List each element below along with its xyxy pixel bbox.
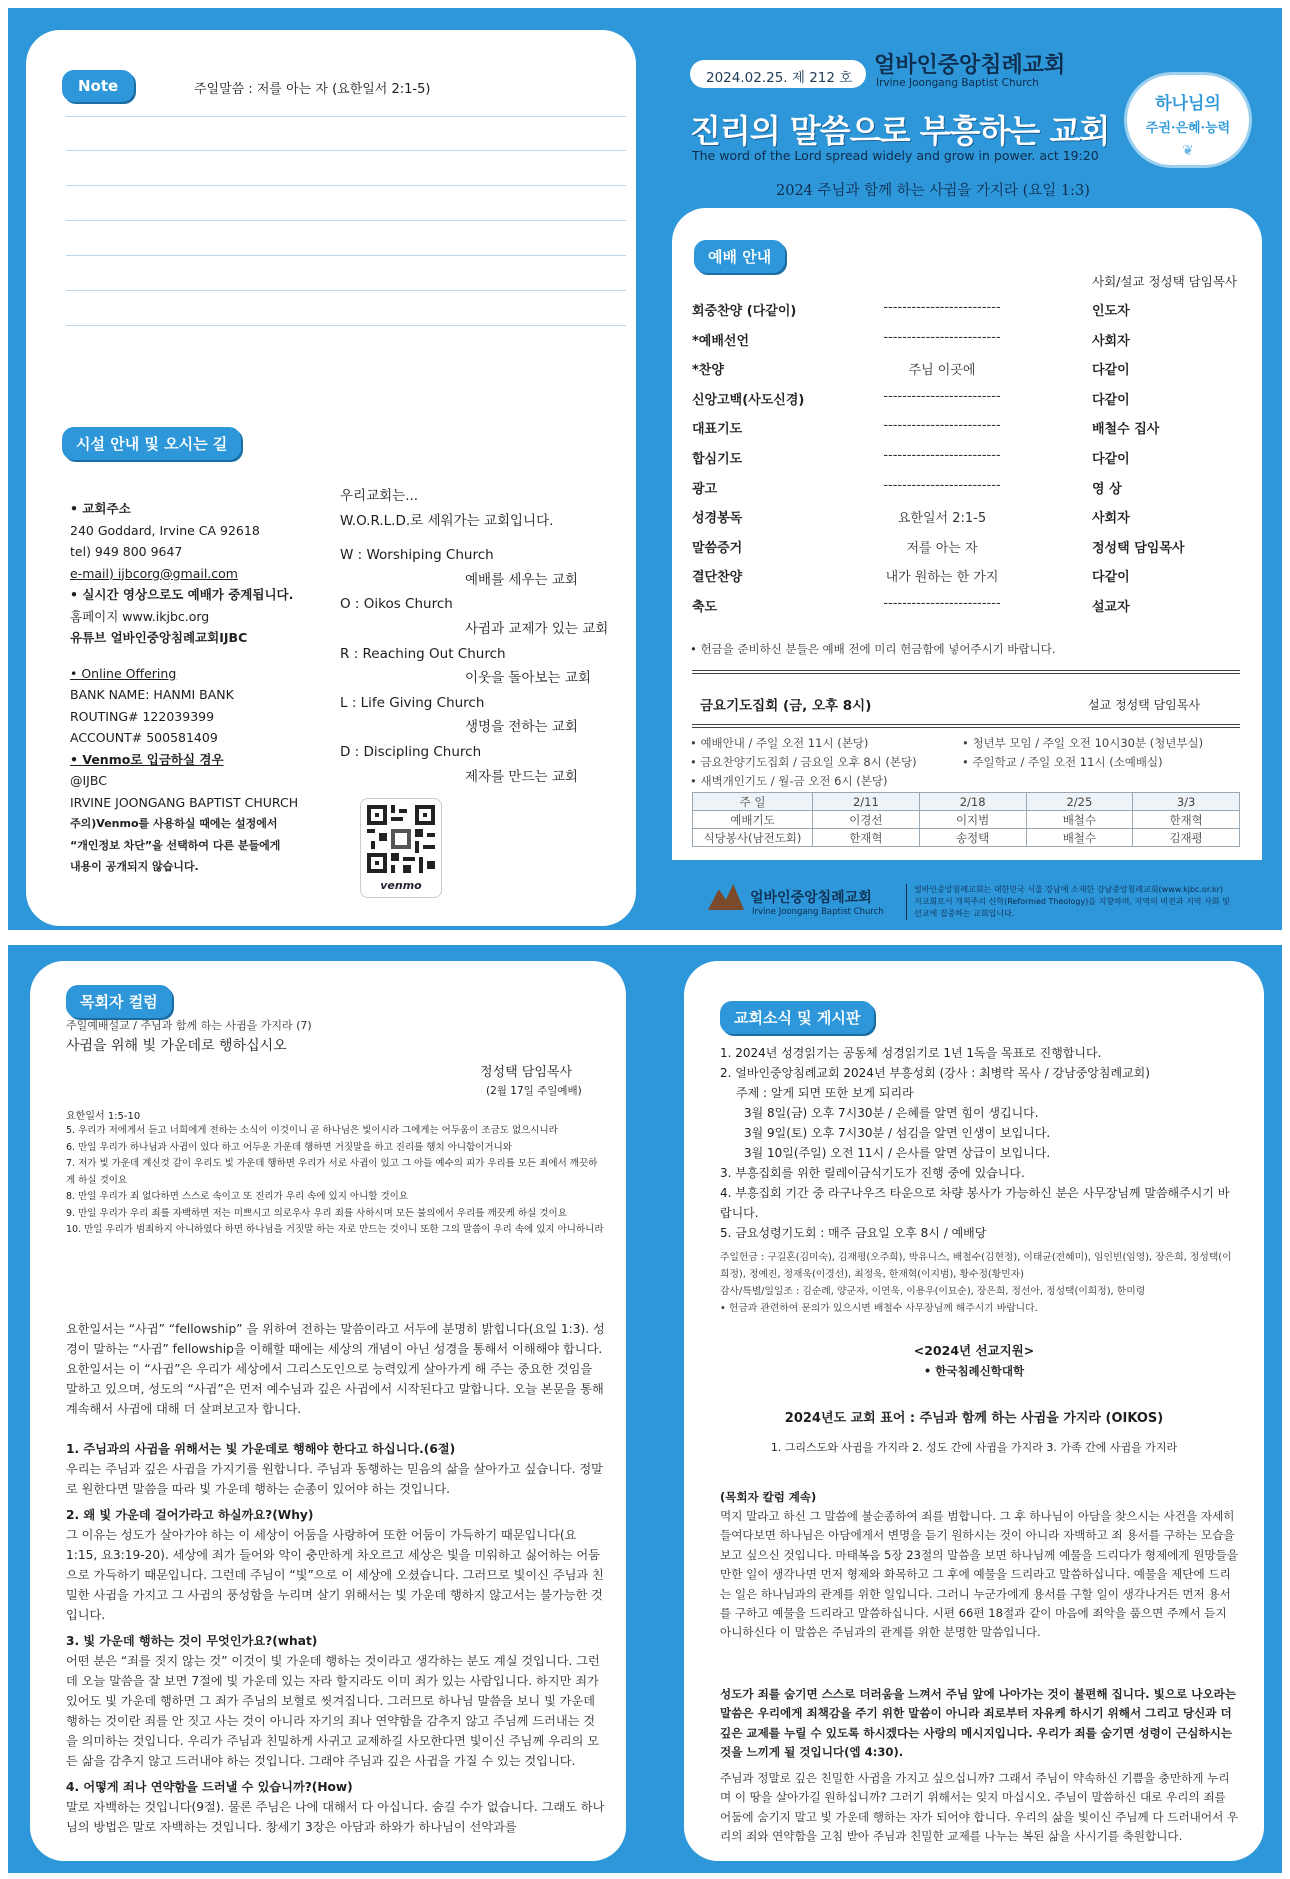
table-cell: 예배기도 <box>693 811 813 829</box>
footer-line: 선교에 집중하는 교회입니다. <box>914 909 1015 918</box>
verse: 8. 만일 우리가 죄 없다하면 스스로 속이고 또 진리가 우리 속에 있지 아니할 것이요 <box>66 1191 408 1202</box>
offering-note: • 헌금과 관련하여 문의가 있으시면 배철수 사무장님께 해주시기 바랍니다. <box>720 1303 1038 1314</box>
offering-names <box>720 1249 1240 1317</box>
note-line <box>66 290 626 291</box>
worship-item-detail: ------------------------- <box>883 300 1001 315</box>
news-item: 5. 금요성령기도회 : 매주 금요일 오후 8시 / 예배당 <box>720 1226 987 1240</box>
revival-session: 3월 9일(토) 오후 7시30분 / 섬김을 알면 인생이 보입니다. <box>744 1126 1051 1140</box>
news-item: 1. 2024년 성경읽기는 공동체 성경읽기로 1년 1독을 목표로 진행합니다. <box>720 1046 1102 1060</box>
worship-item-label: 결단찬양 <box>692 570 743 586</box>
divider <box>692 670 1240 674</box>
section-body: 말로 자백하는 것입니다(9절). 물론 주님은 나에 대해서 다 아십니다. 숨길 수가 없습니다. 그래도 하나님의 방법은 말로 자백하는 것입니다. 창세기 3장은 아담과 하와가 하나님이 선악과를 <box>66 1800 605 1834</box>
verse: 9. 만일 우리가 우리 죄를 자백하면 저는 미쁘시고 의로우사 우리 죄를 사하시며 모든 불의에서 우리를 깨끗케 하실 것이요 <box>66 1207 567 1219</box>
column-pill: 목회자 컬럼 <box>66 985 172 1018</box>
section-head: 2. 왜 빛 가운데 걸어가라고 하실까요?(Why) <box>66 1508 314 1522</box>
world-intro: W.O.R.L.D.로 세워가는 교회입니다. <box>340 512 554 529</box>
friday-preacher: 설교 정성택 담임목사 <box>1088 698 1200 712</box>
table-cell: 주 일 <box>693 793 813 811</box>
news-item: 2. 얼바인중앙침례교회 2024년 부흥성회 (강사 : 최병락 목사 / 강남중앙침례교회) <box>720 1066 1150 1080</box>
world-item-o: O : Oikos Church <box>340 596 453 613</box>
revival-theme: 주제 : 알게 되면 또한 보게 되리라 <box>736 1086 914 1100</box>
service-item: • 새벽개인기도 / 월-금 오전 6시 (본당) <box>690 774 888 788</box>
worship-item-detail: 요한일서 2:1-5 <box>897 511 987 527</box>
worship-item-leader: 다같이 <box>1092 570 1130 586</box>
worship-item-leader: 사회자 <box>1092 333 1130 349</box>
badge-line1: 하나님의 <box>1155 94 1221 114</box>
scripture-verses <box>66 1123 606 1239</box>
column-series: 주일예배설교 / 주님과 함께 하는 사귐을 가지라 (7) <box>66 1019 312 1032</box>
worship-item-leader: 배철수 집사 <box>1092 422 1160 438</box>
table-cell: 배철수 <box>1026 829 1133 847</box>
news-list <box>720 1043 1240 1243</box>
worship-item-leader: 다같이 <box>1092 392 1130 408</box>
worship-item-leader: 영 상 <box>1092 481 1122 497</box>
worship-pill: 예배 안내 <box>694 240 785 273</box>
table-cell: 3/3 <box>1133 793 1240 811</box>
scripture-ref: 요한일서 1:5-10 <box>66 1111 141 1122</box>
note-line <box>66 185 626 186</box>
note-pill: Note <box>62 70 134 102</box>
world-item-r-ko: 이웃을 돌아보는 교회 <box>465 670 591 687</box>
left-panel <box>26 30 636 926</box>
bulletin-outer-spread <box>8 8 1282 930</box>
church-name-en: Irvine Joongang Baptist Church <box>876 77 1039 89</box>
worship-item-label: *예배선언 <box>692 333 750 349</box>
world-item-w: W : Worshiping Church <box>340 547 494 564</box>
address-label: • 교회주소 <box>70 501 131 516</box>
world-item-d-ko: 제자를 만드는 교회 <box>465 768 578 785</box>
services-right <box>962 734 1203 772</box>
bulletin-inner-spread <box>8 945 1282 1873</box>
offering-list: 주일헌금 : 구길혼(김미숙), 김재평(오주희), 박유니스, 배철수(김현정), 이태균(전혜미), 임인빈(임영), 장은희, 정성택(이희정), 정예진, 정재욱(이경선), 최정욱, 한재혁(이지범), 황수정(황민자) <box>720 1252 1232 1280</box>
table-cell: 한재혁 <box>813 829 920 847</box>
badge-line2: 주권·은혜·능력 <box>1145 121 1231 136</box>
facility-pill: 시설 안내 및 오시는 길 <box>62 427 241 460</box>
verse: 5. 우리가 저에게서 듣고 너희에게 전하는 소식이 이것이니 곧 하나님은 빛이시라 그에게는 어두움이 조금도 없으시니라 <box>66 1125 558 1136</box>
worship-item-leader: 정성택 담임목사 <box>1092 540 1185 556</box>
headline-verse: The word of the Lord spread widely and grow in power. act 19:20 <box>692 148 1099 163</box>
news-item: 4. 부흥집회 기간 중 라구나우즈 타운으로 차량 봉사가 가능하신 분은 사무장님께 말씀해주시기 바랍니다. <box>720 1186 1230 1220</box>
section-body: 그 이유는 성도가 살아가야 하는 이 세상이 어둠을 사랑하여 또한 어둠이 가득하기 때문입니다(요1:15, 요3:19-20). 세상에 죄가 들어와 악이 충만하게 차오르고 세상은 빛을 미워하고 싫어하는 어둠으로 가득하기 때문입니다. 그런데 주님이 “빛”으로 이 세상에 오셨습니다. 그러므로 빛이신 주님과 친밀한 사귐을 가지고 그 사귐의 풍성함을 누리며 살기 위해서는 빛 가운데 행하지 않고서는 불가능한 것입니다. <box>66 1528 604 1622</box>
mission-item: • 한국침례신학대학 <box>923 1364 1025 1378</box>
worship-item-label: *찬양 <box>692 363 724 379</box>
online-offering-title: • Online Offering <box>70 665 177 681</box>
note-line <box>66 220 626 221</box>
news-item: 3. 부흥집회를 위한 릴레이금식기도가 진행 중에 있습니다. <box>720 1166 1025 1180</box>
worship-item-label: 말씀증거 <box>692 540 743 556</box>
section-head: 3. 빛 가운데 행하는 것이 무엇인가요?(what) <box>66 1634 318 1648</box>
sermon-line: 주일말씀 : 저를 아는 자 (요한일서 2:1-5) <box>194 82 431 97</box>
worship-item-leader: 설교자 <box>1092 600 1130 615</box>
pastor-column-panel <box>30 961 626 1861</box>
footer-divider <box>906 884 907 920</box>
tel: tel) 949 800 9647 <box>70 544 183 559</box>
world-item-o-ko: 사귐과 교제가 있는 교회 <box>465 620 609 637</box>
venmo-logo: venmo <box>380 879 422 892</box>
verse: 10. 만일 우리가 범죄하지 아니하였다 하면 하나님을 거짓말 하는 자로 만드는 것이니 또한 그의 말씀이 우리 속에 있지 아니하니라 <box>66 1224 604 1235</box>
note-line <box>66 325 626 326</box>
worship-item-label: 회중찬양 (다같이) <box>692 304 797 319</box>
continued-paragraph: 먹지 말라고 하신 그 말씀에 불순종하여 죄를 범합니다. 그 후 하나님이 아담을 찾으시는 사건을 자세히 들여다보면 하나님은 아담에게서 변명을 듣기 원하시는 것이 아니라 자백하고 죄 용서를 구하는 모습을 보고 싶으신 것입니다. 마태복음 5장 23절의 말씀을 보면 하나님께 예물을 드리다가 형제에게 원망들을 만한 일이 생각나면 먼저 형제와 화목하고 그 후에 예물을 드리라고 말씀하십니다. 예물을 제단에 드리는 일은 하나님과의 관계를 위한 일입니다. 그러니 누군가에게 용서를 구할 일이 생각나거든 먼저 용서를 구하고 예물을 드리라고 말씀하십니다. 시편 66편 18절과 같이 마음에 죄악을 품으면 주께서 듣지 아니하신다 이 말씀은 주님과의 관계를 위한 분명한 말씀입니다. <box>720 1509 1239 1640</box>
venmo-note: 내용이 공개되지 않습니다. <box>70 860 199 873</box>
worship-item-detail: 내가 원하는 한 가지 <box>885 570 999 586</box>
email-link[interactable]: e-mail) ijbcorg@gmail.com <box>70 565 238 581</box>
facility-info <box>70 498 298 878</box>
venmo-qr-code[interactable] <box>360 798 442 898</box>
sovereignty-badge <box>1124 72 1252 168</box>
verse: 7. 저가 빛 가운데 계신것 같이 우리도 빛 가운데 행하면 우리가 서로 사귐이 있고 그 아들 예수의 피가 우리를 모든 죄에서 깨끗하게 하실 것이요 <box>66 1158 598 1186</box>
worship-item-leader: 인도자 <box>1092 304 1130 319</box>
service-item: • 청년부 모임 / 주일 오전 10시30분 (청년부실) <box>962 736 1204 750</box>
footer-church-ko: 얼바인중앙침례교회 <box>750 890 872 906</box>
worship-item-label: 광고 <box>692 481 718 497</box>
table-cell: 2/25 <box>1026 793 1133 811</box>
table-cell: 배철수 <box>1026 811 1133 829</box>
homepage-link[interactable]: 홈페이지 www.ikjbc.org <box>70 608 210 624</box>
qr-code-icon <box>367 805 435 873</box>
section-head: 4. 어떻게 죄나 연약함을 드러낼 수 있습니까?(How) <box>66 1780 353 1794</box>
footer-description <box>914 884 1264 920</box>
church-motto-title: 2024년도 교회 표어 : 주님과 함께 하는 사귐을 가지라 (OIKOS) <box>784 1411 1164 1426</box>
continued-paragraph: 주님과 정말로 깊은 친밀한 사귐을 가지고 싶으십니까? 그래서 주님이 약속하신 기쁨을 충만하게 누리며 이 땅을 살아가길 원하십니까? 그러기 위해서는 잊지 마십시오. 주님이 말씀하신 대로 우리의 죄를 어둠에 숨기지 말고 빛 가운데 행하는 자가 되어야 합니다. 우리의 삶을 빛이신 주님께 다 드러내어서 우리의 죄와 연약함을 고침 받아 주님과 친밀한 교제를 나누는 복된 삶을 사시기를 축원합니다. <box>720 1771 1239 1844</box>
service-item: • 주일학교 / 주일 오전 11시 (소예배실) <box>962 755 1163 769</box>
column-intro: 요한일서는 “사귐” “fellowship” 을 위하여 전하는 말씀이라고 서두에 분명히 밝힙니다(요일 1:3). 성경이 말하는 “사귐” fellowship을 이해할 때에는 세상의 개념이 아닌 성경을 통해서 이해해야 합니다. 요한일서는 이 “사귐”은 우리가 세상에서 그리스도인으로 능력있게 살아가게 해 주는 중요한 것임을 말하고 있으며, 성도의 “사귐”은 먼저 예수님과 깊은 사귐에서 시작된다고 말합니다. 오늘 본문을 통해 계속해서 사귐에 대해 더 살펴보고자 합니다. <box>66 1322 605 1416</box>
footer-church-en: Irvine Joongang Baptist Church <box>752 907 884 917</box>
divider <box>692 724 1240 728</box>
venmo-note: “개인정보 차단”을 선택하여 다른 분들에게 <box>70 838 281 852</box>
church-logo-icon <box>708 884 744 910</box>
table-row <box>693 793 1240 811</box>
venmo-name: IRVINE JOONGANG BAPTIST CHURCH <box>70 794 299 810</box>
worship-item-label: 축도 <box>692 600 718 615</box>
service-item: • 금요찬양기도집회 / 금요일 오후 8시 (본당) <box>690 755 917 769</box>
presider: 사회/설교 정성택 담임목사 <box>1092 274 1237 289</box>
note-line <box>66 150 626 151</box>
headline: 진리의 말씀으로 부흥하는 교회 <box>690 112 1110 150</box>
worship-item-detail: ------------------------- <box>883 448 1001 463</box>
column-sections <box>66 1439 606 1837</box>
youtube-channel: 유튜브 얼바인중앙침례교회IJBC <box>70 630 248 645</box>
column-title: 사귐을 위해 빛 가운데로 행하십시오 <box>66 1038 287 1054</box>
world-info <box>340 484 630 789</box>
service-schedule-table <box>692 792 1240 847</box>
venmo-note: 주의)Venmo를 사용하실 때에는 설정에서 <box>70 817 278 830</box>
church-motto-sub: 1. 그리스도와 사귐을 가지라 2. 성도 간에 사귐을 가지라 3. 가족 간에 사귐을 가지라 <box>770 1441 1178 1454</box>
friday-title: 금요기도집회 (금, 오후 8시) <box>700 698 872 714</box>
footer-line: 얼바인중앙침례교회는 대한민국 서울 강남에 소재한 강남중앙침례교회(www.kjbc.or.kr) <box>914 885 1224 894</box>
footer-line: 지교회로서 개혁주의 신학(Reformed Theology)을 지향하며, 지역의 비전과 지역 사회 및 <box>914 897 1230 906</box>
worship-item-leader: 사회자 <box>1092 511 1130 527</box>
service-item: • 예배안내 / 주일 오전 11시 (본당) <box>690 736 869 750</box>
continued-paragraph: 성도가 죄를 숨기면 스스로 더러움을 느껴서 주님 앞에 나아가는 것이 불편해 집니다. 빛으로 나오라는 말씀은 우리에게 죄책감을 주기 위한 말씀이 아니라 죄로부터 자유케 하시기 위해서 그리고 당신과 더 깊은 교제를 누릴 수 있도록 하시겠다는 사랑의 메시지입니다. 우리가 죄를 숨기면 성령이 근심하시는 것을 느끼게 될 것입니다(엡 4:30). <box>720 1687 1237 1760</box>
wheat-icon: ❦ <box>1182 143 1194 159</box>
table-cell: 2/18 <box>919 793 1026 811</box>
world-item-r: R : Reaching Out Church <box>340 645 506 662</box>
account-number: ACCOUNT# 500581409 <box>70 730 218 745</box>
section-head: 1. 주님과의 사귐을 위해서는 빛 가운데로 행해야 한다고 하십니다.(6절) <box>66 1442 456 1456</box>
world-item-d: D : Discipling Church <box>340 743 482 760</box>
church-name-ko: 얼바인중앙침례교회 <box>874 53 1066 78</box>
column-author: 정성택 담임목사 <box>480 1065 573 1080</box>
worship-panel <box>672 208 1262 860</box>
table-cell: 식당봉사(남전도회) <box>693 829 813 847</box>
venmo-id: @IJBC <box>70 773 107 788</box>
table-cell: 이지범 <box>919 811 1026 829</box>
note-line <box>66 116 626 117</box>
worship-item-detail: ------------------------- <box>883 418 1001 434</box>
mission-title: <2024년 선교지원> <box>913 1343 1035 1358</box>
thanks-list: 감사/특별/일일조 : 김순례, 양군자, 이연욱, 이용우(이묘순), 장은희, 정선아, 정성택(이희정), 한미령 <box>720 1286 1146 1297</box>
worship-item-detail: ------------------------- <box>883 477 1001 493</box>
revival-session: 3월 8일(금) 오후 7시30분 / 은혜를 알면 힘이 생깁니다. <box>744 1106 1039 1120</box>
table-cell: 김재평 <box>1133 829 1240 847</box>
news-panel <box>684 961 1264 1861</box>
table-row <box>693 829 1240 847</box>
worship-item-detail: ------------------------- <box>883 329 1001 345</box>
address: 240 Goddard, Irvine CA 92618 <box>70 522 260 538</box>
table-cell: 송정택 <box>919 829 1026 847</box>
section-body: 어떤 분은 “죄를 짓지 않는 것” 이것이 빛 가운데 행하는 것이라고 생각하는 분도 계실 것입니다. 그런데 오늘 말씀을 잘 보면 7절에 빛 가운데 있는 자라 할지라도 이미 죄가 있는 사람입니다. 하지만 죄가 있어도 빛 가운데 행하면 그 죄가 주님의 보혈로 씻겨집니다. 그러므로 하나님 말씀을 보니 빛 가운데 행하는 것이란 죄를 안 짓고 사는 것이 아니라 자기의 죄나 연약함을 감추지 않고 주님께 드러내는 것을 의미하는 것입니다. 우리가 주님과 친밀하게 사귀고 교제하길 사모한다면 빛이신 주님께 우리의 모든 삶을 감추지 않고 드러내야 하는 것입니다. 그래야 주님과 깊은 사귐을 가질 수 있는 것입니다. <box>66 1654 600 1768</box>
bank-name: BANK NAME: HANMI BANK <box>70 687 234 702</box>
verse: 6. 만일 우리가 하나님과 사귐이 있다 하고 어두운 가운데 행하면 거짓말을 하고 진리를 행치 아니함이거니와 <box>66 1141 512 1153</box>
yearly-motto: 2024 주님과 함께 하는 사귐을 가지라 (요일 1:3) <box>776 183 1090 199</box>
offering-note: • 헌금을 준비하신 분들은 예배 전에 미리 헌금함에 넣어주시기 바랍니다. <box>690 642 1056 656</box>
table-row <box>693 811 1240 829</box>
live-notice: • 실시간 영상으로도 예배가 중계됩니다. <box>70 587 294 602</box>
continued-title: (목회자 칼럼 계속) <box>720 1490 817 1504</box>
worship-item-leader: 다같이 <box>1092 363 1130 379</box>
worship-item-label: 합심기도 <box>692 452 743 467</box>
revival-session: 3월 10일(주일) 오전 11시 / 은사를 알면 상급이 보입니다. <box>744 1146 1051 1160</box>
table-cell: 한재혁 <box>1133 811 1240 829</box>
worship-item-label: 성경봉독 <box>692 511 743 527</box>
table-cell: 이경선 <box>813 811 920 829</box>
world-item-w-ko: 예배를 세우는 교회 <box>465 571 578 588</box>
issue-number: 2024.02.25. 제 212 호 <box>706 70 853 86</box>
worship-item-label: 대표기도 <box>692 422 743 438</box>
routing-number: ROUTING# 122039399 <box>70 708 215 724</box>
worship-item-detail: 주님 이곳에 <box>908 363 976 379</box>
worship-item-detail: ------------------------- <box>883 596 1001 611</box>
column-date: (2월 17일 주일예배) <box>486 1085 582 1097</box>
worship-item-detail: ------------------------- <box>883 388 1001 404</box>
services-left <box>690 734 917 791</box>
news-pill: 교회소식 및 게시판 <box>720 1001 874 1034</box>
note-line <box>66 255 626 256</box>
worship-item-leader: 다같이 <box>1092 452 1130 467</box>
section-body: 우리는 주님과 깊은 사귐을 가지기를 원합니다. 주님과 동행하는 믿음의 삶을 살아가고 싶습니다. 정말로 원한다면 말씀을 따라 빛 가운데 행하는 순종이 있어야 하는 것입니다. <box>66 1462 603 1496</box>
world-item-l-ko: 생명을 전하는 교회 <box>465 719 578 736</box>
table-cell: 2/11 <box>813 793 920 811</box>
worship-item-label: 신앙고백(사도신경) <box>692 392 805 408</box>
world-item-l: L : Life Giving Church <box>340 694 485 711</box>
venmo-title: • Venmo로 입금하실 경우 <box>70 751 224 767</box>
world-intro: 우리교회는... <box>340 488 419 504</box>
worship-item-detail: 저를 아는 자 <box>906 540 978 556</box>
